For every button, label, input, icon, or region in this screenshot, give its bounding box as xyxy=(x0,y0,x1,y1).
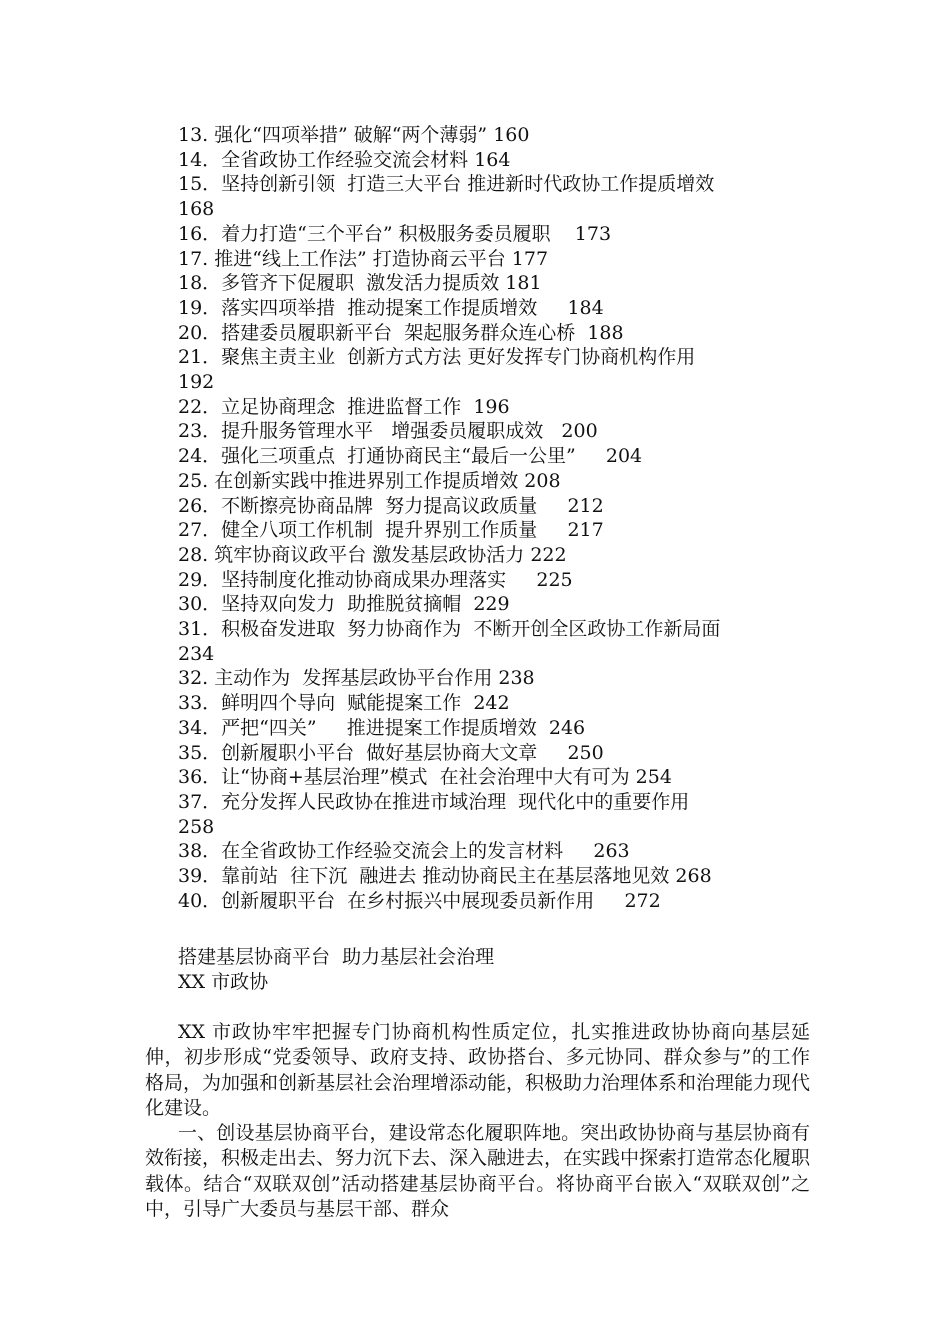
toc-entry[interactable] xyxy=(178,222,818,247)
toc-entry-text: 18．多管齐下促履职 激发活力提质效 181 xyxy=(178,272,542,295)
toc-entry-text: 33．鲜明四个导向 赋能提案工作 242 xyxy=(178,692,510,715)
toc-entry[interactable] xyxy=(178,889,818,914)
toc-entry-text: 15．坚持创新引领 打造三大平台 推进新时代政协工作提质增效 xyxy=(178,173,715,196)
toc-entry[interactable] xyxy=(178,123,818,148)
toc-entry[interactable] xyxy=(178,494,818,519)
article-paragraph: 一、创设基层协商平台，建设常态化履职阵地。突出政协协商与基层协商有效衔接，积极走出去、努力沉下去、深入融进去，在实践中探索打造常态化履职载体。结合“双联双创”活动搭建基层协商平台。将协商平台嵌入“双联双创”之中，引导广大委员与基层干部、群众 xyxy=(145,1122,811,1221)
toc-entry[interactable] xyxy=(178,271,818,296)
toc-entry-text: 21．聚焦主责主业 创新方式方法 更好发挥专门协商机构作用 xyxy=(178,346,696,369)
toc-entry-text: 13. 强化“四项举措” 破解“两个薄弱” 160 xyxy=(178,124,530,146)
toc-entry-text: 22．立足协商理念 推进监督工作 196 xyxy=(178,395,510,418)
toc-entry-text: 35．创新履职小平台 做好基层协商大文章 250 xyxy=(178,741,604,764)
toc-entry[interactable] xyxy=(178,741,818,766)
toc-entry[interactable] xyxy=(178,419,818,444)
toc-entry-text: 17. 推进“线上工作法” 打造协商云平台 177 xyxy=(178,247,549,270)
toc-entry[interactable] xyxy=(178,321,818,346)
toc-entry-page: 192 xyxy=(178,371,215,394)
toc-entry-page: 234 xyxy=(178,642,215,665)
toc-entry-text: 28. 筑牢协商议政平台 激发基层政协活力 222 xyxy=(178,543,567,566)
article-body xyxy=(145,1020,810,1222)
toc-entry[interactable] xyxy=(178,666,818,691)
toc-entry-text: 30．坚持双向发力 助推脱贫摘帽 229 xyxy=(178,593,510,616)
toc-entry[interactable] xyxy=(178,765,818,790)
toc-entry-text: 20．搭建委员履职新平台 架起服务群众连心桥 188 xyxy=(178,321,624,344)
toc-entry[interactable] xyxy=(178,444,818,469)
toc-entry[interactable] xyxy=(178,839,818,864)
article-author: XX 市政协 xyxy=(178,971,269,993)
toc-entry-text: 19．落实四项举措 推动提案工作提质增效 184 xyxy=(178,296,604,319)
toc-entry[interactable] xyxy=(178,469,818,494)
toc-entry-text: 16．着力打造“三个平台” 积极服务委员履职 173 xyxy=(178,222,612,245)
toc-entry[interactable] xyxy=(178,395,818,420)
toc-entry[interactable] xyxy=(178,716,818,741)
toc-entry-text: 25. 在创新实践中推进界别工作提质增效 208 xyxy=(178,469,561,492)
toc-entry-text: 38．在全省政协工作经验交流会上的发言材料 263 xyxy=(178,840,630,863)
table-of-contents xyxy=(178,123,818,914)
toc-entry[interactable] xyxy=(178,592,818,617)
toc-entry[interactable] xyxy=(178,296,818,321)
toc-entry[interactable] xyxy=(178,790,818,839)
toc-entry[interactable] xyxy=(178,148,818,173)
toc-entry-text: 34．严把“四关” 推进提案工作提质增效 246 xyxy=(178,716,586,739)
toc-entry[interactable] xyxy=(178,617,818,666)
toc-entry-text: 32. 主动作为 发挥基层政协平台作用 238 xyxy=(178,667,535,690)
toc-entry-text: 37．充分发挥人民政协在推进市域治理 现代化中的重要作用 xyxy=(178,790,690,813)
toc-entry[interactable] xyxy=(178,247,818,272)
toc-entry-text: 26．不断擦亮协商品牌 努力提高议政质量 212 xyxy=(178,494,604,517)
toc-entry[interactable] xyxy=(178,568,818,593)
toc-entry[interactable] xyxy=(178,543,818,568)
toc-entry-text: 40．创新履职平台 在乡村振兴中展现委员新作用 272 xyxy=(178,889,661,912)
toc-entry-text: 23．提升服务管理水平 增强委员履职成效 200 xyxy=(178,420,598,443)
toc-entry-text: 36．让“协商+基层治理”模式 在社会治理中大有可为 254 xyxy=(178,766,672,789)
toc-entry[interactable] xyxy=(178,518,818,543)
toc-entry-text: 29．坚持制度化推动协商成果办理落实 225 xyxy=(178,568,573,591)
toc-entry-text: 39．靠前站 往下沉 融进去 推动协商民主在基层落地见效 268 xyxy=(178,865,712,888)
toc-entry-text: 14．全省政协工作经验交流会材料 164 xyxy=(178,148,511,171)
toc-entry[interactable] xyxy=(178,691,818,716)
article-title: 搭建基层协商平台 助力基层社会治理 xyxy=(178,946,495,968)
toc-entry-text: 24．强化三项重点 打通协商民主“最后一公里” 204 xyxy=(178,445,643,468)
toc-entry-text: 31．积极奋发进取 努力协商作为 不断开创全区政协工作新局面 xyxy=(178,618,721,641)
toc-entry-text: 27．健全八项工作机制 提升界别工作质量 217 xyxy=(178,519,604,542)
toc-entry[interactable] xyxy=(178,864,818,889)
toc-entry[interactable] xyxy=(178,172,818,221)
article-paragraph: XX 市政协牢牢把握专门协商机构性质定位，扎实推进政协协商向基层延伸，初步形成“党委领导、政府支持、政协搭台、多元协同、群众参与”的工作格局，为加强和创新基层社会治理增添动能，积极助力治理体系和治理能力现代化建设。 xyxy=(145,1021,811,1119)
toc-entry-page: 168 xyxy=(178,198,215,221)
toc-entry[interactable] xyxy=(178,345,818,394)
toc-entry-page: 258 xyxy=(178,815,215,838)
article-heading xyxy=(178,945,494,995)
